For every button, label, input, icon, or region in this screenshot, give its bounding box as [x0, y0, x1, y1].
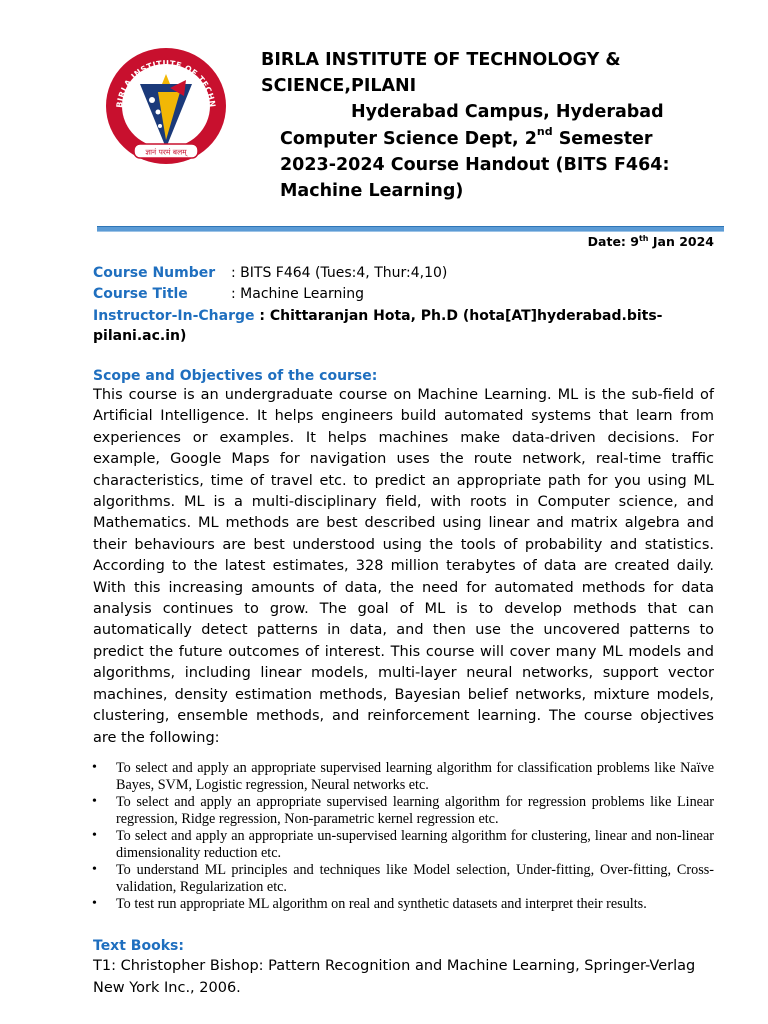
list-item: [90, 828, 714, 861]
objective-text: To select and apply an appropriate un-supervised learning algorithm for clustering, linear and non-linear dimensionality reduction etc.: [116, 828, 714, 861]
textbook-t1: T1: Christopher Bishop: Pattern Recognition and Machine Learning, Springer-Verlag New York Inc., 2006.: [93, 958, 696, 996]
logo-motto: ज्ञानं परमं बलम्: [145, 147, 187, 157]
instructor-email-cont: pilani.ac.in): [93, 328, 187, 344]
course-title-value: : Machine Learning: [231, 286, 364, 302]
date-sup: th: [638, 234, 649, 243]
course-number-row: [93, 263, 447, 283]
instructor-row: [93, 306, 662, 326]
dept-prefix: Computer Science Dept, 2: [280, 129, 537, 149]
list-item: [90, 862, 714, 895]
date-suffix: Jan 2024: [648, 234, 714, 250]
header-divider: [97, 226, 724, 232]
objective-text: To understand ML principles and techniques like Model selection, Under-fitting, Over-fitting, Cross-validation, Regularization etc.: [116, 862, 714, 895]
objective-text: To select and apply an appropriate supervised learning algorithm for regression problems like Linear regression, Ridge regression, Non-parametric kernel regression etc.: [116, 794, 714, 827]
objectives-list: [90, 760, 714, 914]
instructor-value: : Chittaranjan Hota, Ph.D (hota[AT]hyderabad.bits-: [254, 308, 663, 324]
instructor-row-cont: [93, 326, 186, 346]
bullet-icon: •: [92, 862, 97, 877]
logo-ring-text: BIRLA INSTITUTE OF TECHN: [114, 58, 218, 109]
course-title-label: Course Title: [93, 286, 188, 302]
course-number-label: Course Number: [93, 265, 216, 281]
bullet-icon: •: [92, 828, 97, 843]
dept-suffix: Semester 2023-2024 Course Handout (BITS F464: Machine Learning): [280, 129, 670, 201]
department-course-line: [280, 126, 700, 204]
scope-paragraph: This course is an undergraduate course on Machine Learning. ML is the sub-field of Artificial Intelligence. It helps engineers build automated systems that learn from experiences or examples. It helps machines make data-driven decisions. For example, Google Maps for navigation uses the route network, real-time traffic characteristics, time of travel etc. to predict an appropriate path for you using ML algorithms. ML is a multi-disciplinary field, with roots in Computer science, and Mathematics. ML methods are best described using linear and matrix algebra and their behaviours are best understood using the tools of probability and statistics. According to the latest estimates, 328 million terabytes of data are created daily. With this increasing amounts of data, the need for automated methods for data analysis continues to grow. The goal of ML is to develop methods that can automatically detect patterns in data, and then use the uncovered patterns to predict the future outcomes of interest. This course will cover many ML models and algorithms, including linear models, multi-layer neural networks, support vector machines, density estimation methods, Bayesian belief networks, mixture models, clustering, ensemble methods, and reinforcement learning. The course objectives are the following:: [93, 387, 714, 746]
objective-text: To test run appropriate ML algorithm on real and synthetic datasets and interpret their results.: [116, 896, 647, 912]
bullet-icon: •: [92, 896, 97, 911]
list-item: [90, 794, 714, 827]
list-item: [90, 760, 714, 793]
course-number-value: : BITS F464 (Tues:4, Thur:4,10): [231, 265, 448, 281]
instructor-label: Instructor-In-Charge: [93, 308, 255, 324]
bullet-icon: •: [92, 794, 97, 809]
institute-name: BIRLA INSTITUTE OF TECHNOLOGY & SCIENCE,PILANI: [261, 50, 621, 96]
list-item: [90, 896, 714, 913]
date-prefix: Date: 9: [587, 234, 639, 250]
scope-heading: Scope and Objectives of the course:: [93, 368, 378, 384]
dept-sup: nd: [536, 125, 553, 139]
bits-pilani-logo: [100, 44, 232, 168]
bullet-icon: •: [92, 760, 97, 775]
handout-date: [588, 234, 714, 249]
campus-name: Hyderabad Campus, Hyderabad: [351, 102, 664, 122]
textbooks-heading: Text Books:: [93, 938, 184, 954]
logo-emblem-icon: [100, 44, 232, 168]
objective-text: To select and apply an appropriate supervised learning algorithm for classification problems like Naïve Bayes, SVM, Logistic regression, Neural networks etc.: [116, 760, 714, 793]
course-title-row: [93, 284, 364, 304]
